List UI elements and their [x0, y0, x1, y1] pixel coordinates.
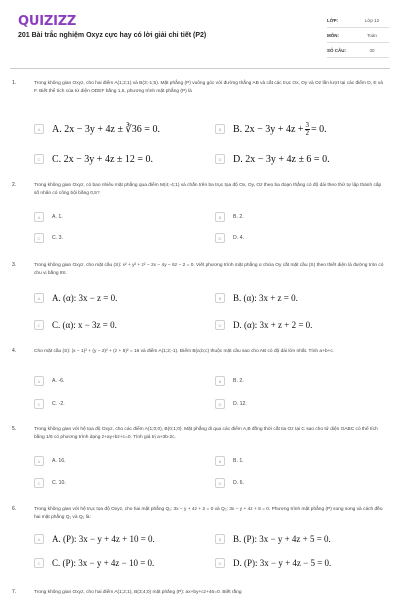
option-text: C. 3.	[52, 235, 63, 241]
option-text: B. 2.	[233, 378, 244, 384]
option-letter-box: B	[215, 212, 225, 222]
option-c[interactable]	[34, 316, 117, 334]
option-text: C. 10.	[52, 480, 66, 486]
option-letter-box: D	[215, 478, 225, 488]
fraction	[305, 122, 311, 137]
meta-row-class	[327, 13, 389, 28]
option-d[interactable]	[215, 397, 247, 411]
question-text: Trong không gian Oxyz, có bao nhiêu mặt phẳng qua điểm M(4;-4;1) và chắn trên ba trục tọa độ Ox, Oy, Oz theo ba đoạn thẳng có độ dài theo thứ tự lập thành cấp số nhân có công bội bằng 0,5?	[34, 183, 382, 196]
option-a[interactable]	[34, 374, 64, 388]
option-letter-box: C	[34, 478, 44, 488]
option-letter-box: D	[215, 399, 225, 409]
fraction-numerator: 3	[305, 120, 310, 129]
option-text: A. 2x − 3y + 4z ± ∛36 = 0.	[52, 123, 160, 135]
option-text: D. (α): 3x + z + 2 = 0.	[233, 320, 313, 330]
option-text: D. 4.	[233, 235, 244, 241]
option-letter-box: B	[215, 456, 225, 466]
option-b[interactable]	[215, 289, 298, 307]
option-text: B. (α): 3x + z = 0.	[233, 293, 298, 303]
option-text: D. 2x − 3y + 4z ± 6 = 0.	[233, 153, 330, 165]
question-text: Trong không gian với hệ trục tọa độ Oxyz, cho hai mặt phẳng Q₁: 3x − y + 4z + 2 = 0 và Q₂: 3x − y + 4z + 8 = 0. Phương trình mặt phẳng (P) song song và cách đều hai mặt phẳng Q₁ và Q₂ là:	[34, 507, 383, 520]
option-letter-box: D	[215, 558, 225, 568]
meta-value: Lớp 12	[364, 17, 380, 23]
option-a[interactable]	[34, 530, 155, 548]
option-letter-box: D	[215, 320, 225, 330]
question-text: Trong không gian Oxyz, cho hai điểm A(1;2;1) và B(3;-1;5). Mặt phẳng (P) vuông góc với đường thẳng AB và cắt các trục Ox, Oy và Oz lần lượt tại các điểm D, E và F. Biết thể tích của tứ diện ODEF bằng 1,5, phương trình mặt phẳng (P) là	[34, 81, 383, 94]
option-text: B. 2.	[233, 214, 244, 220]
option-text: D. 12.	[233, 401, 247, 407]
question-number: 3.	[12, 262, 17, 268]
option-a[interactable]	[34, 210, 63, 224]
option-letter-box: B	[215, 376, 225, 386]
option-letter-box: C	[34, 399, 44, 409]
option-a[interactable]	[34, 120, 160, 138]
option-letter-box: A	[34, 124, 44, 134]
question-text: Cho mặt cầu (S): (x − 1)² + (y − 2)² + (z + 5)² = 16 và điểm A(1;2;-1). Điểm B(a;b;c) thuộc mặt cầu sao cho AB có độ dài lớn nhất. Tính a+b+c.	[34, 349, 335, 354]
option-text: C. (P): 3x − y + 4z − 10 = 0.	[52, 558, 155, 568]
question-number: 5.	[12, 426, 17, 432]
option-letter-box: A	[34, 376, 44, 386]
option-text: D. 6.	[233, 480, 244, 486]
option-letter-box: C	[34, 320, 44, 330]
option-a[interactable]	[34, 289, 117, 307]
option-text: A. (α): 3x − z = 0.	[52, 293, 118, 303]
option-text: A. -6.	[52, 378, 65, 384]
option-letter-box: C	[34, 154, 44, 164]
option-text: C. 2x − 3y + 4z ± 12 = 0.	[52, 153, 154, 165]
option-text: A. 16.	[52, 458, 66, 464]
question-number: 6.	[12, 506, 17, 512]
page-title: 201 Bài trắc nghiệm Oxyz cực hay có lời giải chi tiết (P2)	[18, 32, 207, 39]
option-letter-box: B	[215, 534, 225, 544]
meta-key: LỚP:	[327, 17, 339, 23]
option-text-pre: B. 2x − 3y + 4z +	[233, 123, 304, 135]
option-d[interactable]	[215, 316, 312, 334]
question-text: Trong không gian với hệ tọa độ Oxyz, cho các điểm A(1;0;0), B(0;1;0). Mặt phẳng đi qua các điểm A,B đồng thời cắt tia Oz tại C sao cho tứ diện OABC có thể tích bằng 1/6 có phương trình dạng z+ay+bz+c=0. Tính giá trị a+3b-2c.	[34, 427, 378, 440]
meta-key: MÔN:	[327, 32, 339, 38]
meta-table	[327, 13, 389, 58]
option-d[interactable]	[215, 476, 244, 490]
option-letter-box: A	[34, 456, 44, 466]
option-letter-box: B	[215, 293, 225, 303]
option-letter-box: C	[34, 233, 44, 243]
option-b[interactable]	[215, 210, 244, 224]
option-text: D. (P): 3x − y + 4z − 5 = 0.	[233, 558, 332, 568]
option-b[interactable]	[215, 530, 331, 548]
question-number: 7.	[12, 589, 17, 595]
option-letter-box: B	[215, 124, 225, 134]
quizizz-logo: QUIZIZZ	[18, 14, 77, 29]
option-c[interactable]	[34, 397, 65, 411]
question-number: 4.	[12, 348, 17, 354]
header-divider	[10, 68, 390, 69]
option-b[interactable]	[215, 374, 244, 388]
option-c[interactable]	[34, 231, 63, 245]
question-number: 2.	[12, 182, 17, 188]
option-d[interactable]	[215, 554, 331, 572]
option-text: A. (P): 3x − y + 4z + 10 = 0.	[52, 534, 155, 544]
option-c[interactable]	[34, 150, 153, 168]
option-letter-box: D	[215, 233, 225, 243]
meta-value: 30	[369, 47, 375, 53]
option-c[interactable]	[34, 476, 66, 490]
option-d[interactable]	[215, 231, 244, 245]
option-text	[233, 122, 327, 137]
option-letter-box: A	[34, 534, 44, 544]
meta-key: SỐ CÂU:	[327, 47, 346, 53]
option-letter-box: C	[34, 558, 44, 568]
meta-row-count	[327, 43, 389, 58]
question-text: Trong không gian Oxyz, cho mặt cầu (S): x² + y² + z² − 2x − 4y − 6z − 2 = 0. Viết phương trình mặt phẳng α chứa Oy cắt mặt cầu (S) theo thiết diện là đường tròn có chu vi bằng 8π.	[34, 263, 384, 276]
option-text-post: = 0.	[311, 123, 327, 135]
option-letter-box: A	[34, 293, 44, 303]
question-text: Trong không gian Oxyz, cho hai điểm A(1;2;1), B(3;4;0) mặt phẳng (P): ax+by+cz+46=0. Biết rằng	[34, 590, 242, 595]
option-text: B. 1.	[233, 458, 244, 464]
option-b[interactable]	[215, 120, 327, 138]
question-number: 1.	[12, 80, 17, 86]
option-text: B. (P): 3x − y + 4z + 5 = 0.	[233, 534, 331, 544]
option-c[interactable]	[34, 554, 154, 572]
meta-row-subject	[327, 28, 389, 43]
option-text: C. -2.	[52, 401, 65, 407]
option-text: C. (α): x − 3z = 0.	[52, 320, 117, 330]
option-letter-box: A	[34, 212, 44, 222]
option-a[interactable]	[34, 454, 66, 468]
fraction-denominator: 2	[305, 128, 310, 137]
document-header	[0, 0, 400, 62]
option-b[interactable]	[215, 454, 244, 468]
option-text: A. 1.	[52, 214, 63, 220]
option-letter-box: D	[215, 154, 225, 164]
option-d[interactable]	[215, 150, 330, 168]
meta-value: Toán	[367, 32, 377, 38]
